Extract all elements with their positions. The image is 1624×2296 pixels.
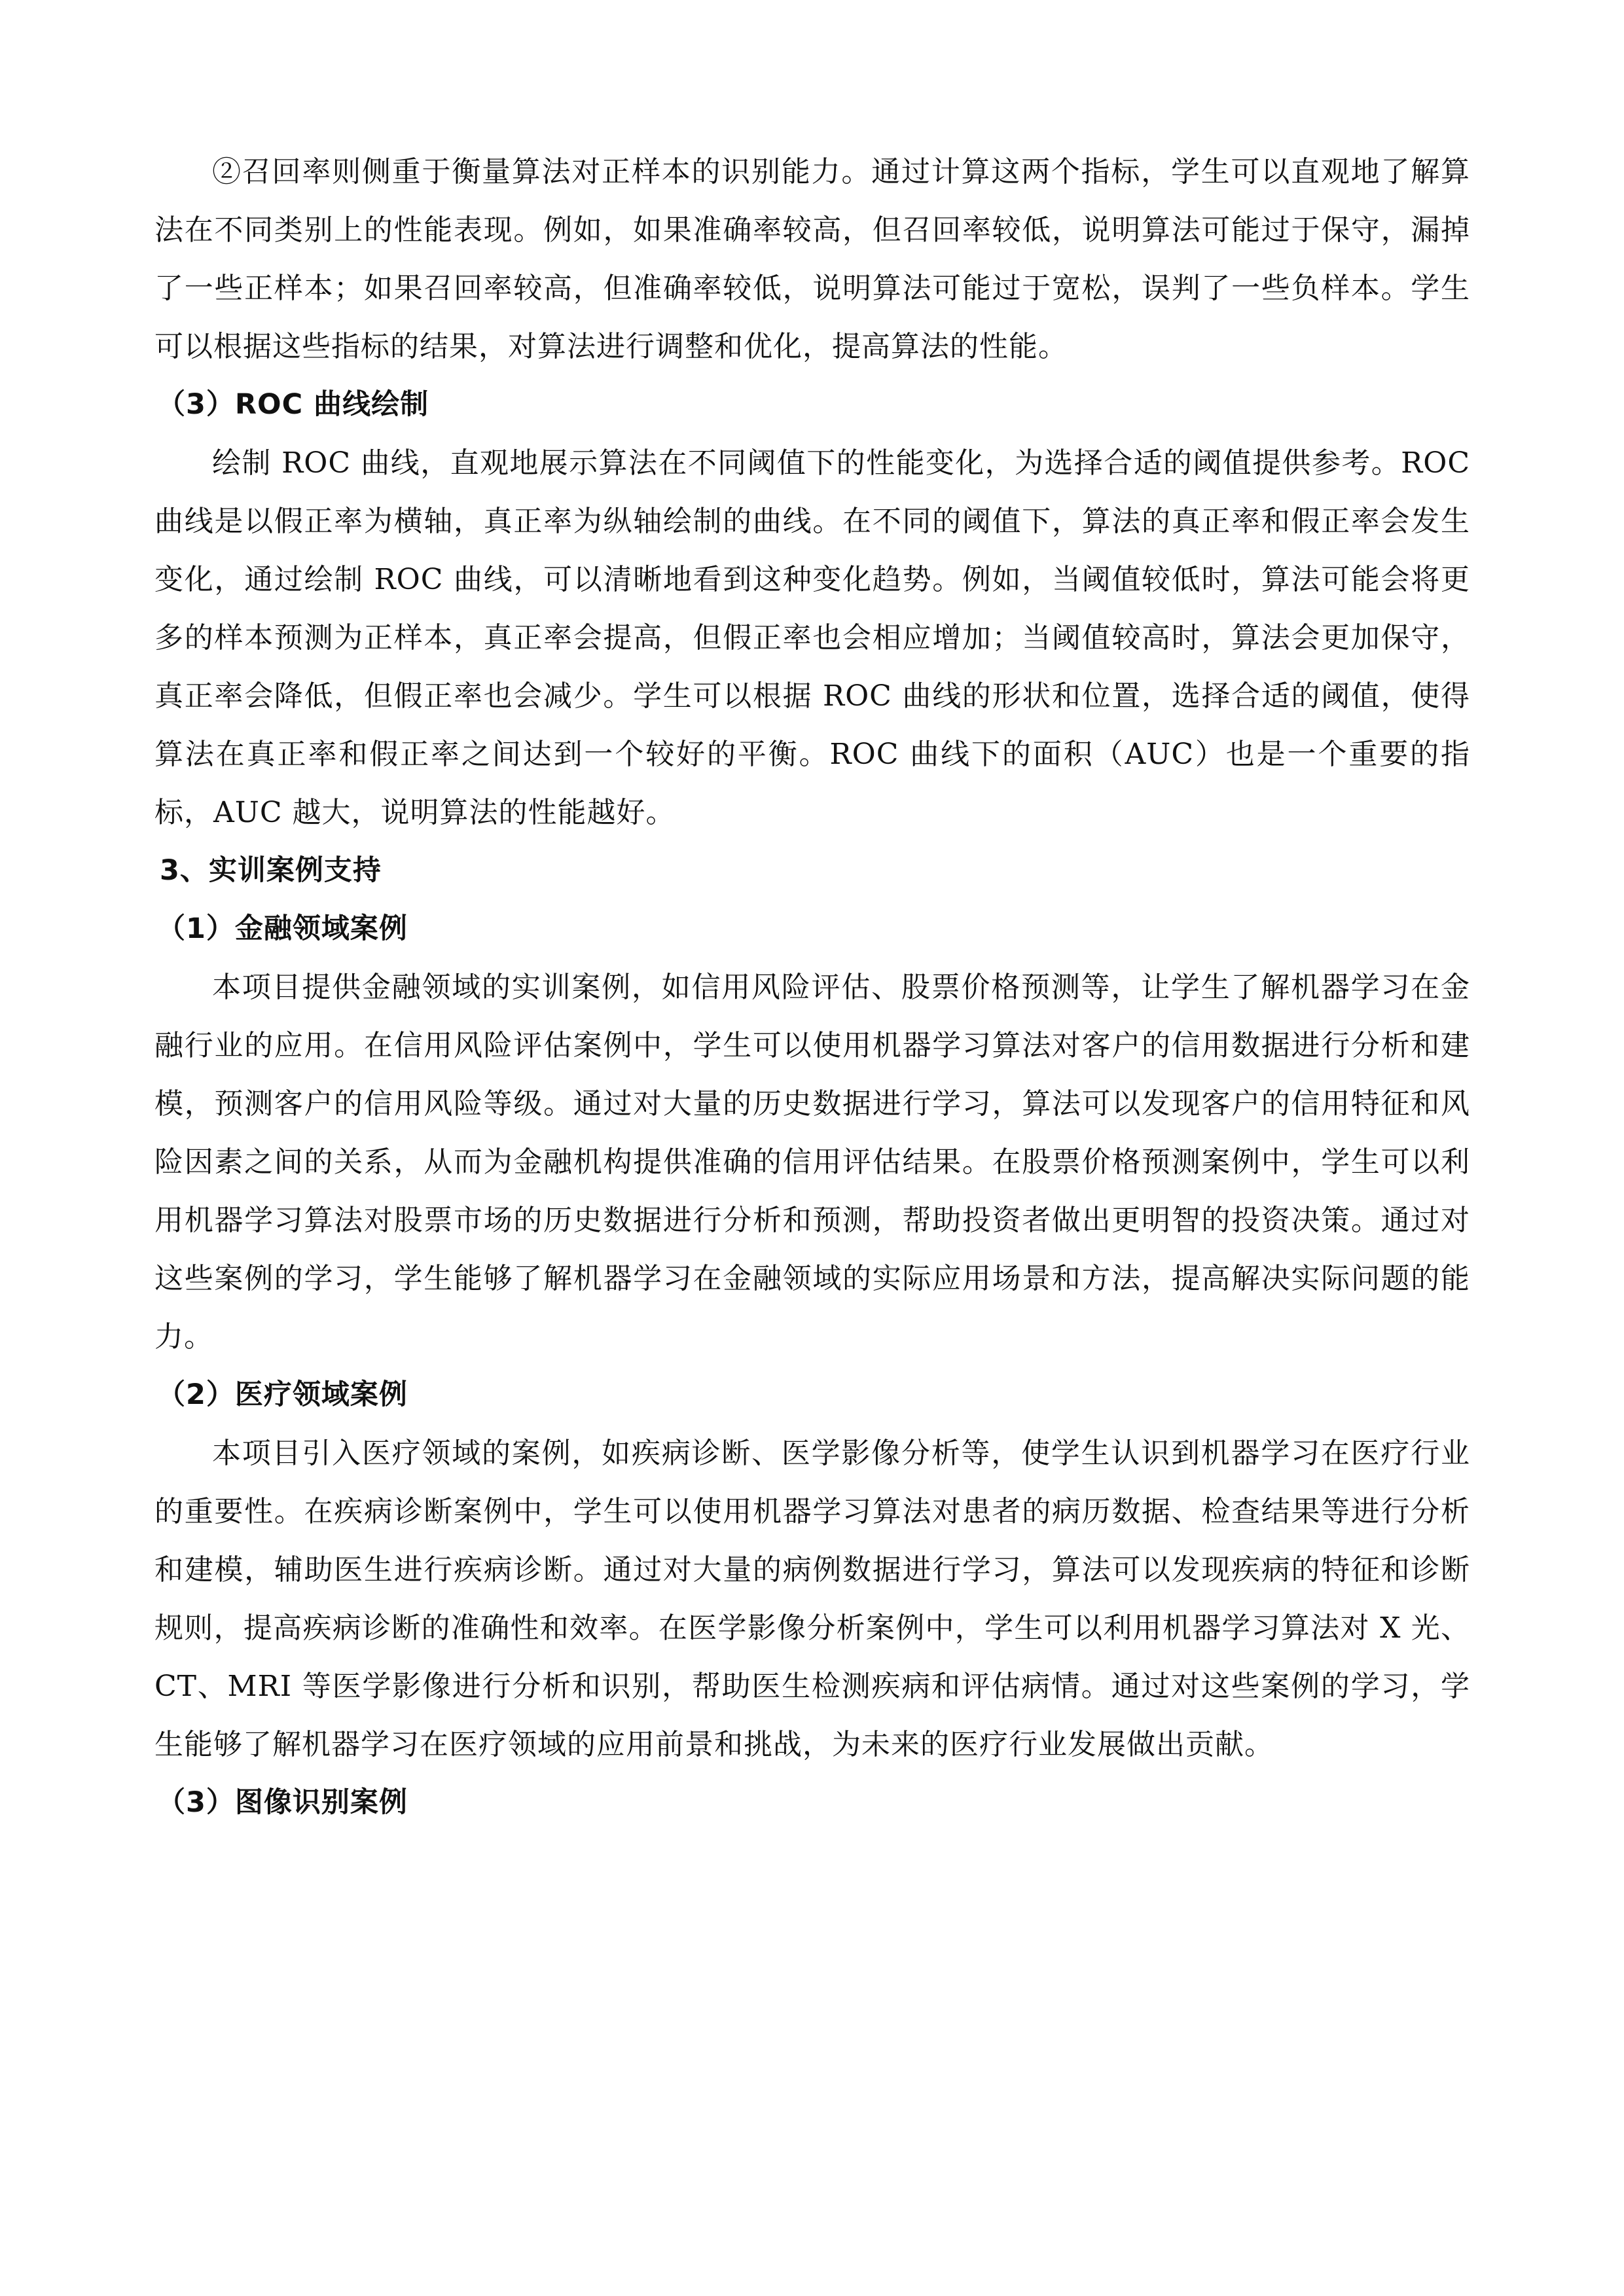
paragraph-finance-case: 本项目提供金融领域的实训案例，如信用风险评估、股票价格预测等，让学生了解机器学习在金融行业的应用。在信用风险评估案例中，学生可以使用机器学习算法对客户的信用数据进行分析和建模，预测客户的信用风险等级。通过对大量的历史数据进行学习，算法可以发现客户的信用特征和风险因素之间的关系，从而为金融机构提供准确的信用评估结果。在股票价格预测案例中，学生可以利用机器学习算法对股票市场的历史数据进行分析和预测，帮助投资者做出更明智的投资决策。通过对这些案例的学习，学生能够了解机器学习在金融领域的实际应用场景和方法，提高解决实际问题的能力。 (154, 971, 1470, 1354)
paragraph-medical-case: 本项目引入医疗领域的案例，如疾病诊断、医学影像分析等，使学生认识到机器学习在医疗行业的重要性。在疾病诊断案例中，学生可以使用机器学习算法对患者的病历数据、检查结果等进行分析和建模，辅助医生进行疾病诊断。通过对大量的病例数据进行学习，算法可以发现疾病的特征和诊断规则，提高疾病诊断的准确性和效率。在医学影像分析案例中，学生可以利用机器学习算法对 X 光、CT、MRI 等医学影像进行分析和识别，帮助医生检测疾病和评估病情。通过对这些案例的学习，学生能够了解机器学习在医疗领域的应用前景和挑战，为未来的医疗行业发展做出贡献。 (154, 1437, 1470, 1761)
paragraph-recall: ②召回率则侧重于衡量算法对正样本的识别能力。通过计算这两个指标，学生可以直观地了解算法在不同类别上的性能表现。例如，如果准确率较高，但召回率较低，说明算法可能过于保守，漏掉了一些正样本；如果召回率较高，但准确率较低，说明算法可能过于宽松，误判了一些负样本。学生可以根据这些指标的结果，对算法进行调整和优化，提高算法的性能。 (154, 155, 1470, 363)
heading-roc-curve: （3）ROC 曲线绘制 (157, 388, 429, 421)
paragraph-roc-curve: 绘制 ROC 曲线，直观地展示算法在不同阈值下的性能变化，为选择合适的阈值提供参考。ROC 曲线是以假正率为横轴，真正率为纵轴绘制的曲线。在不同的阈值下，算法的真正率和假正率会发生变化，通过绘制 ROC 曲线，可以清晰地看到这种变化趋势。例如，当阈值较低时，算法可能会将更多的样本预测为正样本，真正率会提高，但假正率也会相应增加；当阈值较高时，算法会更加保守，真正率会降低，但假正率也会减少。学生可以根据 ROC 曲线的形状和位置，选择合适的阈值，使得算法在真正率和假正率之间达到一个较好的平衡。ROC 曲线下的面积（AUC）也是一个重要的指标，AUC 越大，说明算法的性能越好。 (154, 446, 1470, 829)
document-body (154, 143, 1470, 1832)
heading-image-recognition-case: （3）图像识别案例 (157, 1786, 408, 1819)
heading-finance-case: （1）金融领域案例 (157, 912, 408, 945)
heading-training-cases: 3、实训案例支持 (160, 854, 382, 887)
heading-medical-case: （2）医疗领域案例 (157, 1378, 408, 1411)
